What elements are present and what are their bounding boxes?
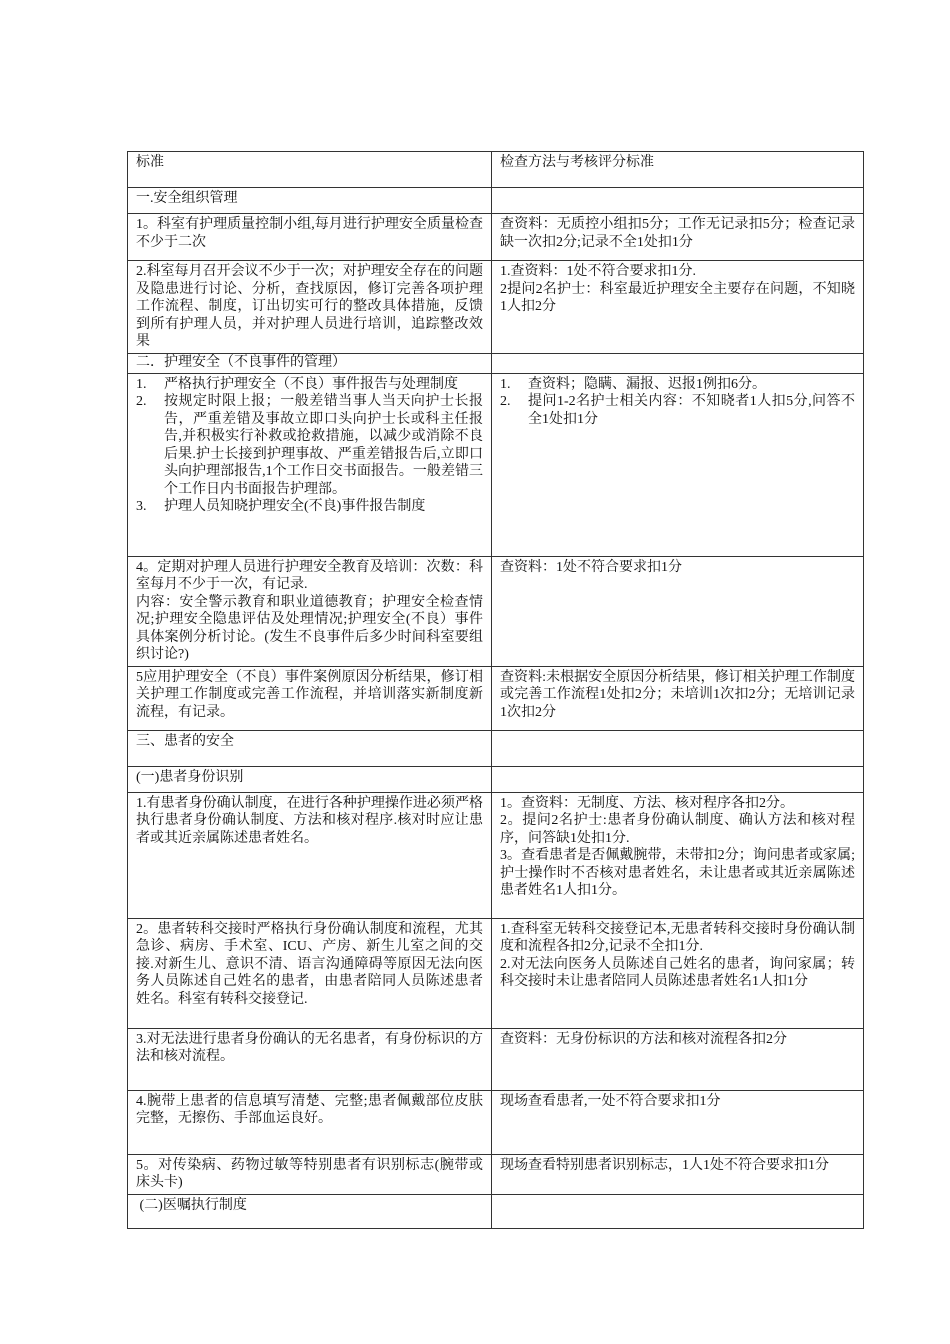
list-number: 1. bbox=[136, 376, 147, 392]
list-item bbox=[500, 393, 855, 428]
list-number: 2. bbox=[136, 394, 147, 409]
empty-cell bbox=[492, 188, 864, 214]
list-item bbox=[136, 498, 483, 516]
method-line: 3。查看患者是否佩戴腕带，未带扣2分；询问患者或家属;护士操作时不否核对患者姓名，未让患者或其近亲属陈述患者姓名1人扣1分。 bbox=[500, 848, 855, 898]
empty-cell bbox=[492, 353, 864, 373]
standard-cell: 1.有患者身份确认制度，在进行各种护理操作进必须严格执行患者身份确认制度、方法和核对程序.核对时应让患者或其近亲属陈述患者姓名。 bbox=[128, 792, 492, 918]
list-item bbox=[136, 376, 483, 394]
empty-cell bbox=[492, 766, 864, 792]
method-cell: 查资料：无身份标识的方法和核对流程各扣2分 bbox=[492, 1028, 864, 1090]
section-title: (一)患者身份识别 bbox=[128, 766, 492, 792]
table-row bbox=[128, 261, 864, 354]
table-row bbox=[128, 1154, 864, 1194]
table-row bbox=[128, 918, 864, 1028]
method-cell bbox=[492, 792, 864, 918]
standard-cell: 4.腕带上患者的信息填写清楚、完整;患者佩戴部位皮肤完整，无擦伤、手部血运良好。 bbox=[128, 1090, 492, 1154]
section-title: 一.安全组织管理 bbox=[128, 188, 492, 214]
table-row bbox=[128, 373, 864, 556]
table-row bbox=[128, 556, 864, 666]
list-number: 2. bbox=[500, 394, 511, 409]
table-row bbox=[128, 214, 864, 261]
method-cell: 现场查看特别患者识别标志，1人1处不符合要求扣1分 bbox=[492, 1154, 864, 1194]
table-header-row bbox=[128, 152, 864, 188]
standard-cell bbox=[128, 556, 492, 666]
standard-line: 4。定期对护理人员进行护理安全教育及培训：次数：科室每月不少于一次，有记录. bbox=[136, 559, 483, 592]
method-cell bbox=[492, 373, 864, 556]
list-item-text: 查资料；隐瞒、漏报、迟报1例扣6分。 bbox=[528, 376, 766, 392]
list-number: 1. bbox=[500, 376, 511, 392]
standard-cell: 1。科室有护理质量控制小组,每月进行护理安全质量检查不少于二次 bbox=[128, 214, 492, 261]
section-row bbox=[128, 730, 864, 766]
section-row bbox=[128, 188, 864, 214]
section-title: (二)医嘱执行制度 bbox=[128, 1194, 492, 1228]
table-row bbox=[128, 1090, 864, 1154]
method-cell bbox=[492, 918, 864, 1028]
standard-list bbox=[136, 376, 483, 516]
method-line: 2.对无法向医务人员陈述自己姓名的患者，询问家属；转科交接时未让患者陪同人员陈述患者姓名1人扣1分 bbox=[500, 956, 855, 989]
method-cell: 查资料：1处不符合要求扣1分 bbox=[492, 556, 864, 666]
standard-cell: 5。对传染病、药物过敏等特别患者有识别标志(腕带或床头卡) bbox=[128, 1154, 492, 1194]
empty-cell bbox=[492, 1194, 864, 1228]
table-row bbox=[128, 666, 864, 730]
section-row bbox=[128, 766, 864, 792]
nursing-safety-standards-table bbox=[127, 151, 864, 1229]
standard-cell: 5应用护理安全（不良）事件案例原因分析结果，修订相关护理工作制度或完善工作流程，并培训落实新制度新流程，有记录。 bbox=[128, 666, 492, 730]
list-number: 3. bbox=[136, 499, 147, 514]
standard-cell bbox=[128, 373, 492, 556]
header-method: 检查方法与考核评分标准 bbox=[492, 152, 864, 188]
standard-cell: 3.对无法进行患者身份确认的无名患者，有身份标识的方法和核对流程。 bbox=[128, 1028, 492, 1090]
method-line: 1.查科室无转科交接登记本,无患者转科交接时身份确认制度和流程各扣2分,记录不全扣1分. bbox=[500, 921, 855, 954]
standard-line: 内容：安全警示教育和职业道德教育；护理安全检查情况;护理安全隐患评估及处理情况;护理安全(不良）事件具体案例分析讨论。(发生不良事件后多少时间科室要组织讨论?) bbox=[136, 594, 483, 662]
method-cell: 查资料：无质控小组扣5分；工作无记录扣5分；检查记录缺一次扣2分;记录不全1处扣1分 bbox=[492, 214, 864, 261]
list-item bbox=[500, 376, 855, 394]
list-item bbox=[136, 393, 483, 498]
list-item-text: 按规定时限上报；一般差错当事人当天向护士长报告，严重差错及事故立即口头向护士长或科主任报告,并积极实行补救或抢救措施，以减少或消除不良后果.护士长接到护理事故、严重差错报告后,立即口头向护理部报告,1个工作日交书面报告。一般差错三个工作日内书面报告护理部。 bbox=[164, 394, 483, 497]
list-item-text: 提问1-2名护士相关内容：不知晓者1人扣5分,问答不全1处扣1分 bbox=[528, 394, 855, 427]
list-item-text: 严格执行护理安全（不良）事件报告与处理制度 bbox=[164, 376, 458, 392]
empty-cell bbox=[492, 730, 864, 766]
method-cell: 查资料:未根据安全原因分析结果，修订相关护理工作制度或完善工作流程1处扣2分；未培训1次扣2分；无培训记录1次扣2分 bbox=[492, 666, 864, 730]
section-row bbox=[128, 353, 864, 373]
standard-cell: 2.科室每月召开会议不少于一次；对护理安全存在的问题及隐患进行讨论、分析，查找原因，修订完善各项护理工作流程、制度，订出切实可行的整改具体措施，反馈到所有护理人员，并对护理人员进行培训，追踪整改效果 bbox=[128, 261, 492, 354]
method-cell bbox=[492, 261, 864, 354]
section-title: 二．护理安全（不良事件的管理） bbox=[128, 353, 492, 373]
method-line: 2。提问2名护士:患者身份确认制度、确认方法和核对程序，问答缺1处扣1分. bbox=[500, 813, 855, 846]
standard-cell: 2。患者转科交接时严格执行身份确认制度和流程，尤其急诊、病房、手术室、ICU、产房、新生儿室之间的交接.对新生儿、意识不清、语言沟通障碍等原因无法向医务人员陈述自己姓名的患者，由患者陪同人员陈述患者姓名。科室有转科交接登记. bbox=[128, 918, 492, 1028]
method-line: 1.查资料：1处不符合要求扣1分. bbox=[500, 264, 696, 279]
method-cell: 现场查看患者,一处不符合要求扣1分 bbox=[492, 1090, 864, 1154]
table-row bbox=[128, 1028, 864, 1090]
section-title: 三、患者的安全 bbox=[128, 730, 492, 766]
method-list bbox=[500, 376, 855, 429]
list-item-text: 护理人员知晓护理安全(不良)事件报告制度 bbox=[164, 499, 426, 514]
header-standard: 标准 bbox=[128, 152, 492, 188]
section-row bbox=[128, 1194, 864, 1228]
method-line: 1。查资料：无制度、方法、核对程序各扣2分。 bbox=[500, 795, 794, 811]
method-line: 2提问2名护士：科室最近护理安全主要存在问题，不知晓1人扣2分 bbox=[500, 281, 855, 314]
table-row bbox=[128, 792, 864, 918]
